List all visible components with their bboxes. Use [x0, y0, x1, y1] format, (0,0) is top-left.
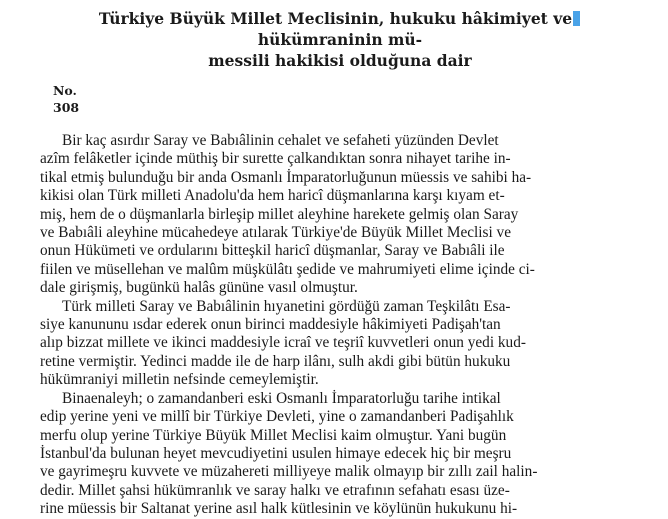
- text-line: Bir kaç asırdır Saray ve Babıâlinin cehalet ve sefaheti yüzünden Devlet: [62, 132, 499, 149]
- title-line-1: [40, 8, 640, 50]
- number-value: 308: [53, 100, 80, 115]
- text-line: dale girişmiş, bugünkü halâs gününe vasıl olmuştur.: [40, 279, 358, 297]
- number-label: No.: [53, 83, 77, 98]
- text-line: azîm felâketler içinde müthiş bir surette çalkandıktan sonra nihayet tarihe in-: [40, 150, 511, 168]
- text-line: kikisi olan Türk milleti Anadolu'da hem haricî düşmanlarına karşı kıyam et-: [40, 187, 505, 205]
- text-line: İstanbul'da bulunan heyet mevcudiyetini usulen himaye edecek hiç bir meşru: [40, 444, 512, 462]
- text-line: dedir. Millet şahsi hükümranlık ve saray halkı ve etrafının sefahatı esası üze-: [40, 481, 510, 499]
- paragraph: [40, 390, 630, 519]
- text-cursor: [573, 11, 580, 26]
- text-line: Binaenaleyh; o zamandanberi eski Osmanlı İmparatorluğu tarihe intikal: [62, 389, 501, 407]
- document-number: [53, 82, 79, 116]
- text-line: tikal etmiş bulunduğu bir anda Osmanlı İmparatorluğunun müessis ve sahibi ha-: [40, 168, 532, 186]
- document-title: [40, 8, 640, 71]
- text-line: miş, hem de o düşmanlarla birleşip millet aleyhine harekete gelmiş olan Saray: [40, 205, 519, 223]
- title-text-part-2: hükümraninin mü-: [257, 30, 423, 49]
- text-line: siye kanununu ısdar ederek onun birinci maddesiyle hâkimiyeti Padişah'tan: [40, 316, 501, 334]
- text-line: Türk milleti Saray ve Babıâlinin hıyanetini gördüğü zaman Teşkilâtı Esa-: [62, 297, 511, 315]
- text-line: ve Babıâli aleyhine mücahedeye atılarak Türkiye'de Büyük Millet Meclisi ve: [40, 224, 511, 242]
- text-line: rine müessis bir Saltanat yerine asıl halk kütlesinin ve köylünün hukukunu hi-: [40, 500, 518, 518]
- document-body: [40, 132, 630, 519]
- paragraph: [40, 132, 630, 298]
- text-line: ve gayrimeşru kuvvete ve müzahereti milliyeye malik olmayıp bir zıllı zail halin-: [40, 463, 538, 481]
- text-line: onun Hükümeti ve ordularını bitteşkil haricî düşmanlar, Saray ve Babıâli ile: [40, 242, 505, 260]
- text-line: retine vermiştir. Yedinci madde ile de harp ilânı, sulh akdi gibi bütün hukuku: [40, 352, 511, 370]
- paragraph: [40, 298, 630, 390]
- text-line: hükümraniyi milletin nefsinde cemeylemiştir.: [40, 371, 319, 389]
- text-line: fiilen ve müsellehan ve malûm müşkülâtı şedide ve mahrumiyeti elime içinde ci-: [40, 260, 535, 278]
- title-text-part-1: Türkiye Büyük Millet Meclisinin, hukuku hâkimiyet ve: [98, 9, 573, 28]
- title-line-2: messili hakikisi olduğuna dair: [208, 51, 472, 70]
- text-line: edip yerine yeni ve millî bir Türkiye Devleti, yine o zamandanberi Padişahlık: [40, 408, 514, 426]
- text-line: alıp bizzat millete ve ikinci maddesiyle icraî ve teşriî kuvvetleri onun yedi kud-: [40, 334, 526, 352]
- text-line: merfu olup yerine Türkiye Büyük Millet Meclisi kaim olmuştur. Yani bugün: [40, 426, 507, 444]
